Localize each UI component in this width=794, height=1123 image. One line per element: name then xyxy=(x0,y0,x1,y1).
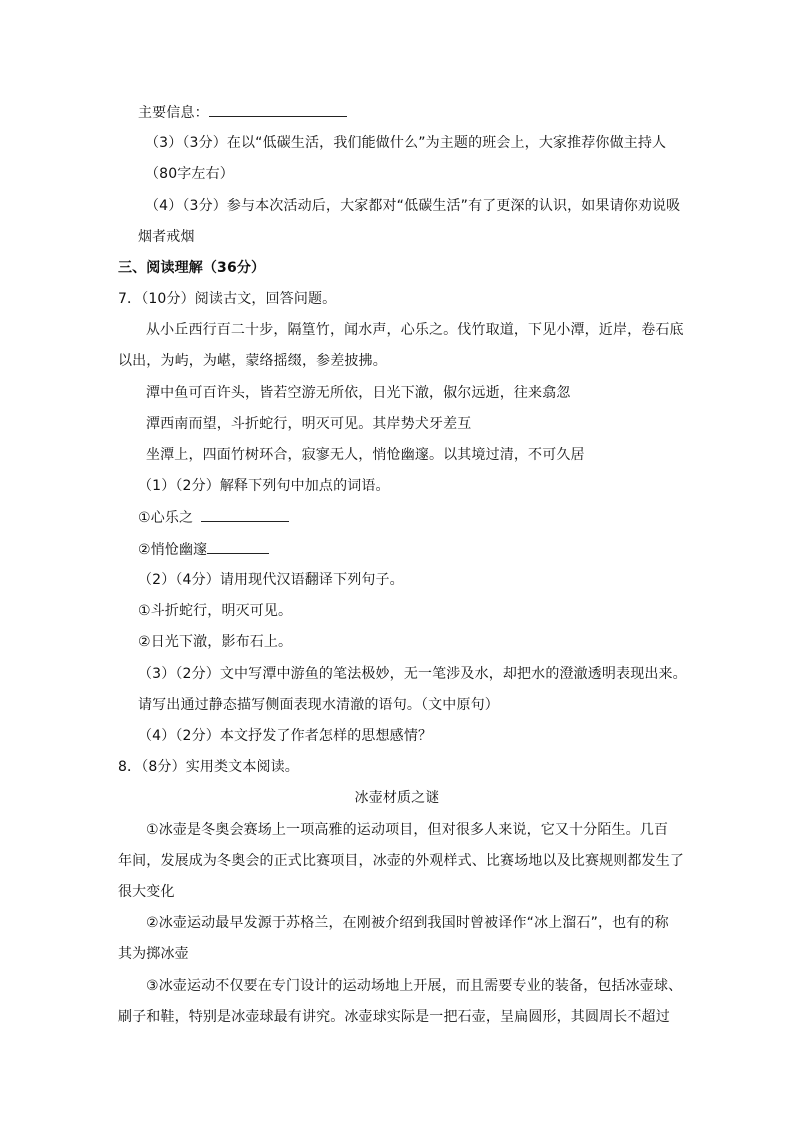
question-3-sub-4-cont: 烟者戒烟 xyxy=(138,229,195,245)
question-3-sub-4: （4）（3分）参与本次活动后，大家都对“低碳生活”有了更深的认识，如果请你劝说吸 xyxy=(145,198,681,214)
question-3-sub-3: （3）（3分）在以“低碳生活，我们能做什么”为主题的班会上，大家推荐你做主持人 xyxy=(145,135,667,151)
question-7-sub-1-item-1: ①心乐之 xyxy=(138,507,289,528)
article-paragraph-line: ①冰壶是冬奥会赛场上一项高雅的运动项目，但对很多人来说，它又十分陌生。几百 xyxy=(146,822,669,838)
question-8-stem: 8．（8分）实用类文本阅读。 xyxy=(118,759,299,775)
question-7-sub-4: （4）（2分）本文抒发了作者怎样的思想感情？ xyxy=(138,728,433,744)
question-7-sub-2-item-2: ②日光下澈，影布石上。 xyxy=(138,634,293,650)
question-7-sub-2: （2）（4分）请用现代汉语翻译下列句子。 xyxy=(138,572,404,588)
answer-blank[interactable] xyxy=(209,102,347,117)
passage-line: 潭西南而望，斗折蛇行，明灭可见。其岸势犬牙差互 xyxy=(146,416,472,432)
article-title: 冰壶材质之谜 xyxy=(354,790,440,806)
question-3-sub-3-cont: （80字左右） xyxy=(145,166,234,182)
question-7-sub-1-item-2: ②悄怆幽邃 xyxy=(138,539,269,560)
article-paragraph-line: 很大变化 xyxy=(118,884,175,900)
article-paragraph-line: ③冰壶运动不仅要在专门设计的运动场地上开展，而且需要专业的装备，包括冰壶球、 xyxy=(146,978,683,994)
section-heading-reading: 三、阅读理解（36分） xyxy=(118,260,266,276)
article-paragraph-line: 刷子和鞋，特别是冰壶球最有讲究。冰壶球实际是一把石壶，呈扁圆形，其圆周长不超过 xyxy=(118,1009,670,1025)
passage-line: 潭中鱼可百许头，皆若空游无所依，日光下澈，俶尔远逝，往来翕忽 xyxy=(146,385,571,401)
question-7-sub-2-item-1: ①斗折蛇行，明灭可见。 xyxy=(138,603,293,619)
question-7-stem: 7．（10分）阅读古文，回答问题。 xyxy=(118,291,337,307)
question-7-sub-3: （3）（2分）文中写潭中游鱼的笔法极妙，无一笔涉及水，却把水的澄澈透明表现出来。 xyxy=(138,666,687,682)
passage-line: 从小丘西行百二十步，隔篁竹，闻水声，心乐之。伐竹取道，下见小潭，近岸，卷石底 xyxy=(146,322,684,338)
answer-prompt-main-info: 主要信息： xyxy=(138,102,347,123)
answer-blank[interactable] xyxy=(201,507,289,522)
article-paragraph-line: ②冰壶运动最早发源于苏格兰，在刚被介绍到我国时曾被译作“冰上溜石”，也有的称 xyxy=(146,915,669,931)
question-7-sub-1: （1）（2分）解释下列句中加点的词语。 xyxy=(138,478,390,494)
article-paragraph-line: 年间，发展成为冬奥会的正式比赛项目，冰壶的外观样式、比赛场地以及比赛规则都发生了 xyxy=(118,853,684,869)
passage-line: 以出，为屿，为嵁，蒙络摇缀，参差披拂。 xyxy=(118,353,387,369)
answer-blank[interactable] xyxy=(207,539,269,554)
question-7-sub-3-cont: 请写出通过静态描写侧面表现水清澈的语句。（文中原句） xyxy=(138,697,499,713)
passage-line: 坐潭上，四面竹树环合，寂寥无人，悄怆幽邃。以其境过清，不可久居 xyxy=(146,447,585,463)
article-paragraph-line: 其为掷冰壶 xyxy=(118,946,189,962)
